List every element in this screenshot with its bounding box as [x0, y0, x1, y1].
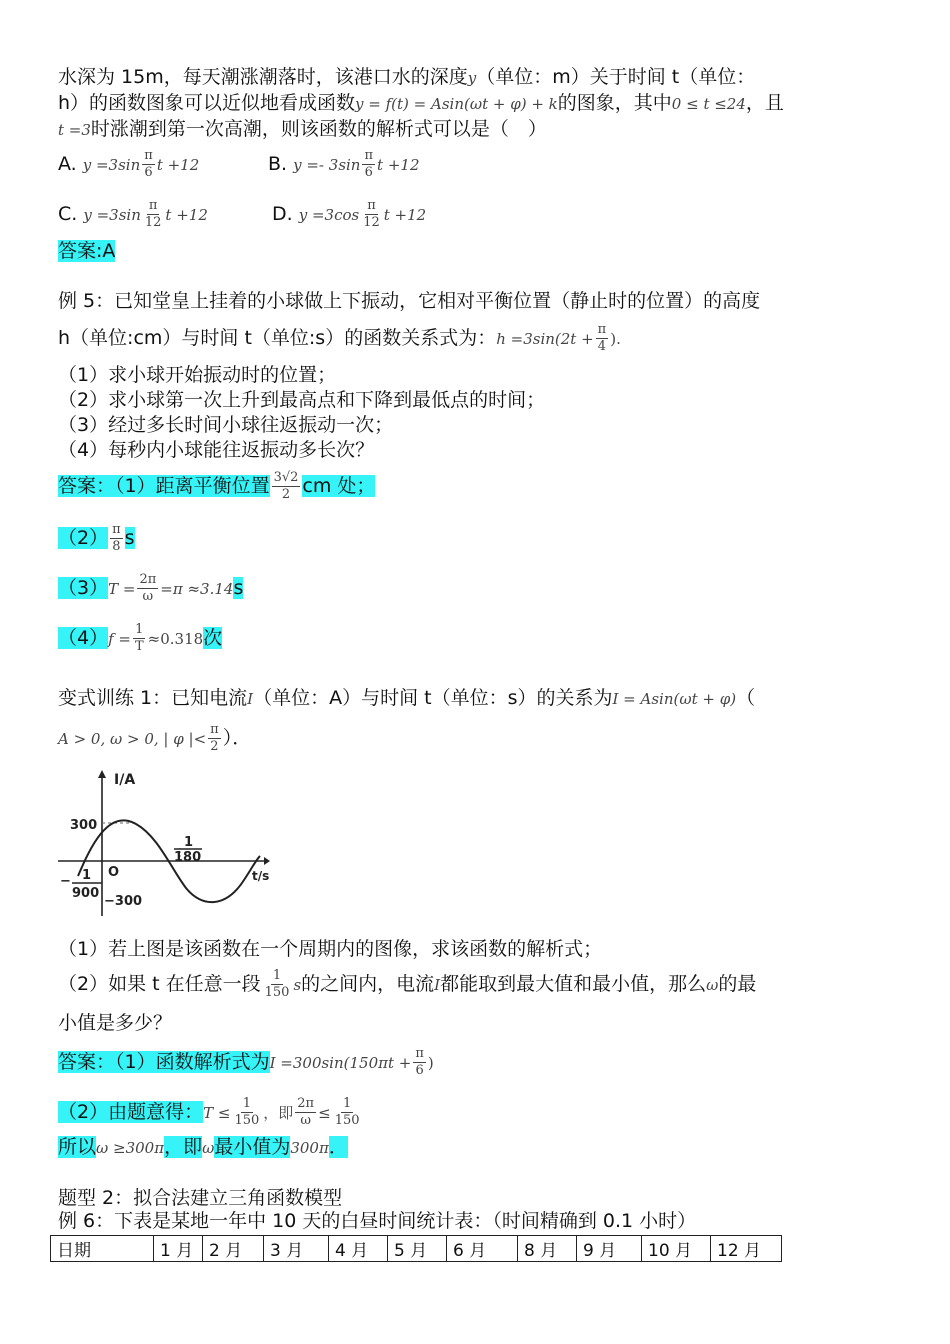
q4-line-2	[58, 90, 784, 117]
frac-num: 1	[135, 622, 144, 637]
text: 都能取到最大值和最小值，那么	[440, 973, 707, 995]
text: （1）求小球开始振动时的位置；	[58, 364, 337, 386]
table-cell: 日期	[51, 1236, 154, 1262]
math: I	[247, 690, 254, 708]
math: t +12	[165, 206, 208, 224]
q4-line-1	[58, 64, 755, 91]
var1-answer-2	[58, 1096, 364, 1129]
math: f =	[108, 630, 131, 648]
math: ≤	[318, 1104, 331, 1122]
frac-den: ω	[142, 589, 154, 604]
text: 的之间内，电流	[301, 973, 435, 995]
math: t +12	[377, 156, 420, 174]
frac-den: 6	[415, 1063, 424, 1078]
frac-num: π	[367, 198, 376, 213]
text: 变式训练 1：已知电流	[58, 687, 248, 709]
option-a	[58, 148, 199, 181]
math: I	[434, 976, 441, 994]
var1-question-2-cont	[58, 1010, 172, 1036]
x-axis-label: t/s	[252, 869, 270, 883]
frac-den: 2	[210, 739, 219, 754]
x-min-den: 900	[72, 886, 100, 901]
y-axis-arrow	[98, 770, 106, 778]
frac-den: 2	[281, 487, 291, 502]
text: 时涨潮到第一次高潮，则该函数的解析式可以是（ ）	[90, 118, 547, 140]
q4-answer	[58, 238, 115, 264]
ex5-answer-2	[58, 522, 135, 555]
ex5-line-1	[58, 288, 760, 314]
answer-text: 所以	[58, 1136, 97, 1158]
ex5-answer-3	[58, 572, 243, 605]
y-axis-label: I/A	[114, 772, 136, 788]
fraction	[208, 722, 221, 755]
answer-text: （4）	[58, 627, 109, 649]
table-cell: 3 月	[264, 1236, 329, 1262]
x-min-sign: −	[60, 874, 71, 889]
fraction	[133, 622, 146, 655]
option-b	[268, 148, 419, 181]
x-min-num: 1	[82, 868, 92, 883]
table-cell: 2 月	[203, 1236, 264, 1262]
math: h =3sin(2t +	[496, 330, 594, 348]
option-c	[58, 198, 208, 231]
text: 水深为 15m，每天潮涨潮落时，该港口水的深度	[58, 66, 468, 88]
fraction	[362, 148, 375, 181]
math: y =3cos	[298, 206, 360, 224]
answer-text: ，即	[164, 1136, 203, 1158]
fraction	[272, 470, 301, 503]
option-label: D.	[272, 203, 293, 225]
text: h（单位:cm）与时间 t（单位:s）的函数关系式为：	[58, 327, 497, 349]
frac-num: π	[144, 148, 153, 163]
fraction	[143, 198, 164, 231]
frac-num: 1	[242, 1096, 251, 1111]
fraction	[413, 1046, 426, 1079]
answer-text: cm 处；	[302, 475, 376, 497]
var1-question-2	[58, 968, 756, 1001]
fraction	[232, 1096, 261, 1129]
current-graph	[56, 768, 270, 918]
frac-den: 6	[364, 165, 373, 180]
frac-num: 1	[342, 1096, 352, 1111]
math: I = Asin(ωt + φ)	[612, 690, 737, 708]
text: （	[736, 687, 756, 709]
math: t =3	[58, 121, 91, 139]
math: t +12	[156, 156, 200, 174]
frac-den: 8	[112, 539, 121, 554]
frac-num: 3√2	[273, 470, 299, 485]
math: y =3sin	[83, 206, 141, 224]
ex5-question-3	[58, 412, 393, 438]
math: y = f(t) = Asin(ωt + φ) + k	[355, 95, 558, 113]
text: 小值是多少？	[58, 1012, 173, 1034]
text: ）．	[222, 727, 252, 749]
frac-num: π	[210, 722, 219, 737]
math: ).	[610, 330, 621, 348]
text: 例 6：下表是某地一年中 10 天的白昼时间统计表：（时间精确到 0.1 小时）	[58, 1210, 697, 1232]
frac-den: 4	[597, 339, 607, 354]
frac-den: 6	[144, 165, 153, 180]
var1-question-1	[58, 936, 602, 962]
table-cell: 10 月	[642, 1236, 711, 1262]
daylight-table	[50, 1235, 782, 1262]
y-max-label: 300	[70, 818, 98, 833]
ex5-question-4	[58, 437, 374, 463]
ex5-question-1	[58, 362, 336, 388]
fraction	[333, 1096, 362, 1129]
math: y	[467, 69, 477, 87]
math: 0 ≤ t ≤24	[671, 95, 746, 113]
option-label: A.	[58, 153, 77, 175]
ex5-answer-1	[58, 470, 375, 503]
frac-num: π	[148, 198, 158, 213]
text: （单位：A）与时间 t（单位：s）的关系为	[253, 687, 613, 709]
x-axis-arrow	[264, 857, 270, 865]
answer-text: 答案：（1）距离平衡位置	[58, 475, 270, 497]
table-cell: 4 月	[329, 1236, 388, 1262]
answer-text: （3）	[58, 577, 109, 599]
answer-text: s	[233, 577, 244, 599]
answer-text: 最小值为	[214, 1136, 291, 1158]
answer-text: （2）	[58, 527, 109, 549]
math: I =300sin(150πt +	[269, 1054, 412, 1072]
fraction	[137, 572, 158, 605]
ex6-line	[58, 1208, 696, 1234]
frac-num: π	[597, 322, 607, 337]
frac-num: π	[364, 148, 374, 163]
text: h）的函数图象可以近似地看成函数	[58, 92, 356, 114]
frac-den: T	[134, 639, 144, 654]
y-min-label: −300	[104, 894, 143, 909]
x-mark-den: 180	[174, 850, 202, 865]
text: 例 5：已知堂皇上挂着的小球做上下振动，它相对平衡位置（静止时的位置）的高度	[58, 290, 761, 312]
origin-label: O	[108, 865, 120, 880]
text: ，且	[745, 92, 784, 114]
fraction	[142, 148, 155, 181]
table-cell: 1 月	[154, 1236, 203, 1262]
frac-den: 12	[363, 215, 380, 230]
var1-line-2	[58, 722, 251, 755]
math: ≈0.318	[147, 630, 204, 648]
frac-num: 1	[272, 968, 282, 983]
math: 300π	[290, 1139, 329, 1157]
fraction	[361, 198, 382, 231]
math: y =- 3sin	[293, 156, 361, 174]
text: 题型 2：拟合法建立三角函数模型	[58, 1187, 343, 1209]
answer-text: 答案：（1）函数解析式为	[58, 1051, 270, 1073]
math: T =	[108, 580, 136, 598]
table-row	[51, 1236, 782, 1262]
var1-answer-1	[58, 1046, 434, 1079]
text: （4）每秒内小球能往返振动多长次？	[58, 439, 375, 461]
text: （2）求小球第一次上升到最高点和下降到最低点的时间；	[58, 389, 546, 411]
ex5-line-2	[58, 322, 621, 355]
ex5-answer-4	[58, 622, 222, 655]
frac-den: ω	[300, 1113, 311, 1128]
math: =π ≈3.14	[160, 580, 234, 598]
answer-text: （2）由题意得：	[58, 1101, 204, 1123]
option-label: B.	[268, 153, 288, 175]
x-mark-num: 1	[184, 835, 194, 850]
math: ω ≥300π	[96, 1139, 165, 1157]
option-d	[272, 198, 426, 231]
text: （单位：m）关于时间 t（单位：	[476, 66, 756, 88]
fraction	[263, 968, 292, 1001]
var1-line-1	[58, 685, 755, 712]
answer-text: s	[124, 527, 135, 549]
frac-den: 150	[334, 1113, 360, 1128]
text: （1）若上图是该函数在一个周期内的图像，求该函数的解析式；	[58, 938, 603, 960]
q4-line-3	[58, 116, 547, 143]
answer-text: 答案:A	[58, 240, 116, 262]
text: 的图象，其中	[557, 92, 672, 114]
fraction	[295, 1096, 316, 1129]
math: ω	[202, 1139, 215, 1157]
var1-answer-3	[58, 1134, 348, 1161]
math: T ≤	[203, 1104, 231, 1122]
frac-num: π	[112, 522, 121, 537]
math: t +12	[383, 206, 427, 224]
table-cell: 5 月	[388, 1236, 447, 1262]
text: （3）经过多长时间小球往返振动一次；	[58, 414, 394, 436]
frac-num: π	[415, 1046, 424, 1061]
frac-den: 12	[144, 215, 162, 230]
answer-text: ．	[328, 1136, 348, 1158]
fraction	[110, 522, 123, 555]
math: A > 0, ω > 0, | φ |<	[58, 730, 207, 748]
text: 的最	[718, 973, 757, 995]
option-label: C.	[58, 203, 78, 225]
table-cell: 6 月	[447, 1236, 518, 1262]
fraction	[596, 322, 609, 355]
table-cell: 9 月	[577, 1236, 642, 1262]
math: )	[427, 1054, 434, 1072]
text: （2）如果 t 在任意一段	[58, 973, 261, 995]
math: ω	[706, 976, 719, 994]
table-cell: 12 月	[711, 1236, 782, 1262]
frac-den: 150	[234, 1113, 260, 1128]
frac-den: 150	[264, 985, 290, 1000]
math: s	[293, 976, 302, 994]
math: y =3sin	[82, 156, 141, 174]
math: ，即	[263, 1104, 294, 1122]
frac-num: 2π	[297, 1096, 315, 1111]
table-cell: 8 月	[518, 1236, 577, 1262]
ex5-question-2	[58, 387, 545, 413]
answer-text: 次	[203, 627, 223, 649]
frac-num: 2π	[139, 572, 157, 587]
